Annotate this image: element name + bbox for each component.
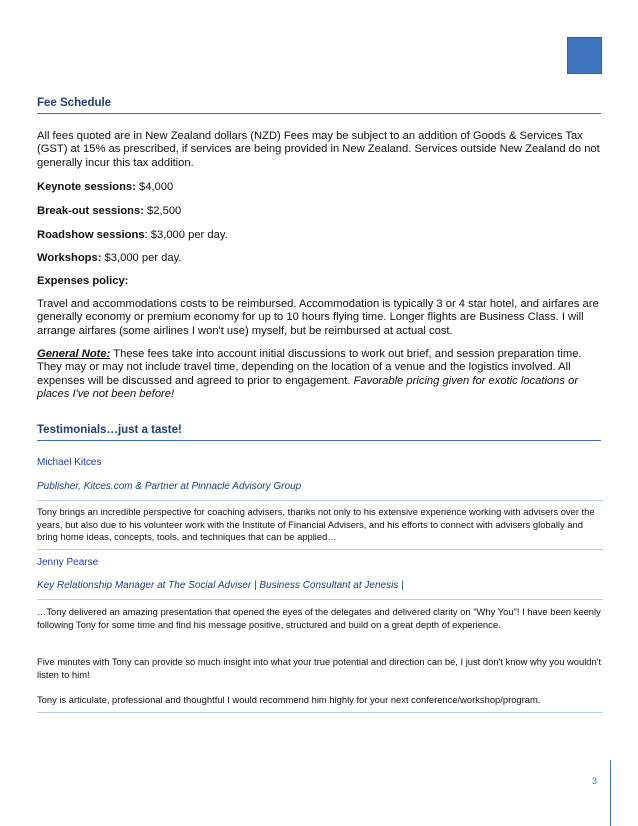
page-margin-line (610, 760, 611, 826)
keynote-value: $4,000 (135, 181, 174, 193)
testimonial-1-divider (37, 500, 603, 501)
roadshow-value: : $3,000 per day. (144, 229, 228, 241)
roadshow-line (37, 229, 603, 242)
breakout-value: $2,500 (143, 205, 182, 217)
testimonial-1-name: Michael Kitces (37, 457, 102, 468)
general-note-text: These fees take into account initial discussions to work out brief, and session preparation time. They may or may not include travel time, depending on the location of a venue and the logistics involved. All expenses will be discussed and agreed to prior to engagement. (37, 348, 582, 387)
testimonial-2-name: Jenny Pearse (37, 557, 99, 568)
expenses-policy-label: Expenses policy: (37, 275, 129, 287)
general-note-italic: Favorable pricing given for exotic locations or places I've not been before! (37, 374, 579, 400)
keynote-label: Keynote sessions: (37, 181, 136, 193)
breakout-label: Break-out sessions: (37, 205, 144, 217)
general-note-label: General Note: (37, 348, 111, 360)
testimonial-2-role: Key Relationship Manager at The Social Adviser | Business Consultant at Jenesis | (37, 580, 404, 591)
testimonial-2-divider (37, 599, 603, 600)
testimonial-1-quote: Tony brings an incredible perspective for coaching advisers, thanks not only to his extensive experience working with advisers over the years, but also due to his volunteer work with the Institute of Financial Advisers, and his efforts to connect with advisers globally and bring home ideas, concepts, tools, and techniques that can be applied… (37, 506, 595, 543)
workshops-line (37, 252, 603, 265)
testimonial-2-quote-1: …Tony delivered an amazing presentation that opened the eyes of the delegates and delivered clarity on "Why You"! I have been keenly following Tony for some time and find his message positive, structured and build on a great depth of experience. (37, 606, 601, 630)
keynote-line (37, 181, 603, 194)
expenses-policy-text: Travel and accommodations costs to be reimbursed. Accommodation is typically 3 or 4 star hotel, and airfares are generally economy or premium economy for up to 10 hours flying time. Longer flights are Business Class. I will arrange airfares (some airlines I won't use) myself, but be reimbursed at actual cost. (37, 298, 599, 337)
testimonial-2-quote-3: Tony is articulate, professional and thoughtful I would recommend him highly for your next conference/workshop/program. (37, 694, 541, 705)
testimonial-2-quote-2: Five minutes with Tony can provide so much insight into what your true potential and direction can be, I just don't know why you wouldn't listen to him! (37, 656, 602, 680)
breakout-line (37, 205, 603, 218)
testimonials-heading: Testimonials…just a taste! (37, 424, 601, 441)
workshops-label: Workshops: (37, 252, 102, 264)
testimonial-separator (37, 549, 603, 550)
general-note (37, 348, 603, 401)
roadshow-label: Roadshow sessions (37, 229, 145, 241)
workshops-value: $3,000 per day. (101, 252, 182, 264)
testimonials-end-divider (37, 712, 603, 713)
fee-schedule-heading: Fee Schedule (37, 97, 601, 114)
fee-intro-text: All fees quoted are in New Zealand dollars (NZD) Fees may be subject to an addition of Goods & Services Tax (GST) at 15% as prescribed, if services are being provided in New Zealand. Services outside New Zealand do not generally incur this tax addition. (37, 130, 600, 169)
testimonial-1-role: Publisher, Kitces.com & Partner at Pinnacle Advisory Group (37, 481, 302, 492)
page-number: 3 (592, 776, 598, 786)
corner-accent-block (567, 37, 602, 74)
